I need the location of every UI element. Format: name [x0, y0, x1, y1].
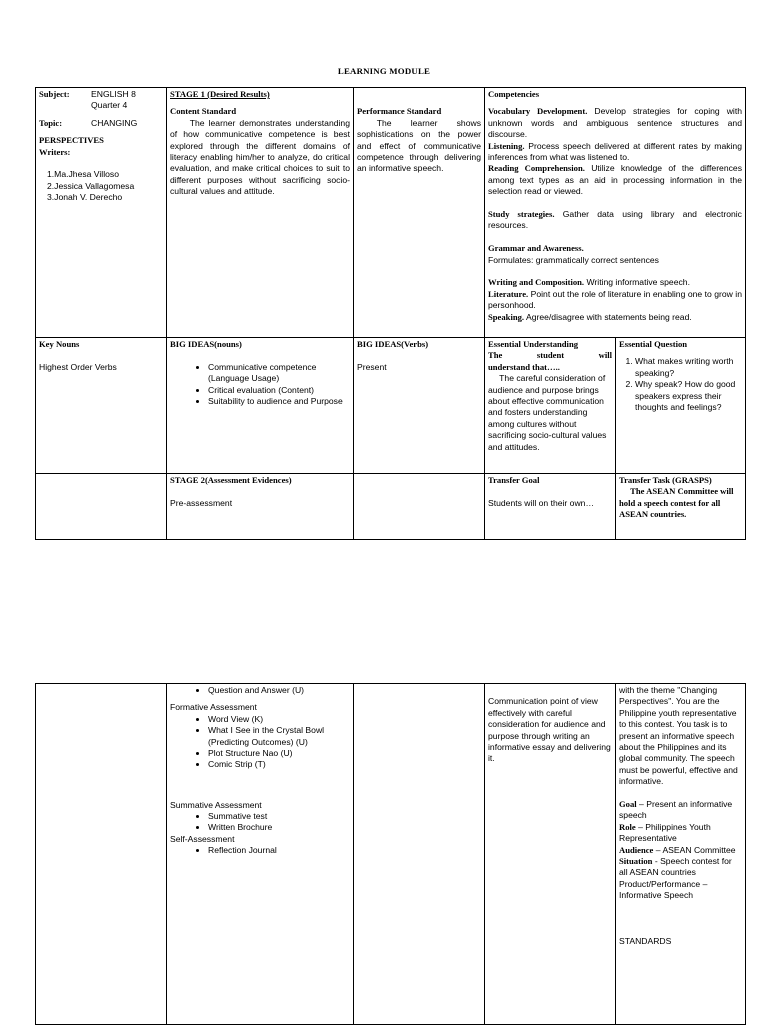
table-row-header — [36, 88, 746, 338]
key-nouns-text: Highest Order Verbs — [39, 361, 117, 372]
list-item: • Summative test — [208, 811, 350, 822]
self-assessment-list — [170, 845, 350, 856]
stage2-title: STAGE 2(Assessment Evidences) — [170, 475, 292, 485]
essential-understanding-cell — [485, 338, 616, 474]
big-ideas-verbs-text: Present — [357, 361, 387, 372]
big-ideas-nouns-cell — [167, 338, 354, 474]
content-standard-cell — [167, 88, 354, 338]
stage1-title: STAGE 1 (Desired Results) — [170, 89, 270, 99]
transfer-task-text: The ASEAN Committee will hold a speech contest for all ASEAN countries. — [619, 486, 734, 520]
module-table-page2 — [35, 683, 746, 1025]
table-row-big-ideas — [36, 338, 746, 474]
competencies-title: Competencies — [488, 89, 540, 99]
big-ideas-verbs-cell — [354, 338, 485, 474]
writer-name: 2.Jessica Vallagomesa — [47, 180, 135, 191]
standards-label: STANDARDS — [619, 935, 672, 946]
topic-value: CHANGING — [91, 117, 138, 128]
topic-value-continued: PERSPECTIVES — [39, 135, 104, 146]
big-ideas-verbs-title: BIG IDEAS(Verbs) — [357, 339, 429, 349]
subject-line: ENGLISH 8 — [91, 89, 136, 99]
transfer-task-cell — [616, 474, 746, 540]
essential-question-list — [619, 356, 742, 413]
empty-cell — [36, 684, 167, 1025]
list-item: • Communicative competence (Language Usage) — [208, 362, 350, 385]
big-ideas-nouns-list — [170, 362, 350, 408]
list-item: • Reflection Journal — [208, 845, 350, 856]
writers-label: Writers: — [39, 146, 71, 157]
summative-title: Summative Assessment — [170, 799, 262, 810]
list-item: • Suitability to audience and Purpose — [208, 396, 350, 407]
empty-cell — [354, 684, 485, 1025]
list-item: • Critical evaluation (Content) — [208, 385, 350, 396]
transfer-goal-cell — [485, 474, 616, 540]
competency-item: Literature. Point out the role of literature in enabling one to grow in personhood. — [488, 288, 742, 311]
formative-list — [170, 714, 350, 771]
stage2-cell — [167, 474, 354, 540]
key-nouns-title: Key Nouns — [39, 339, 80, 349]
grasps-role: Role – Philippines Youth Representative — [619, 821, 711, 844]
grasps-text: with the theme "Changing Perspectives". You are the Philippine youth representative to this contest. You task is to present an informative speech about the Philippines and its global community. The speech must be powerful, effective and informative. — [619, 685, 738, 787]
writer-name: 3.Jonah V. Derecho — [47, 192, 123, 203]
competency-item: Speaking. Agree/disagree with statements being read. — [488, 311, 692, 322]
essential-question-title: Essential Question — [619, 339, 688, 349]
transfer-goal-continued-cell — [485, 684, 616, 1025]
subject-label: Subject: — [39, 89, 70, 99]
content-standard-text: The learner demonstrates understanding of how communicative competence is best explored through the different domains of literacy enabling him/her to analyze, do critical evaluation, and make critical choices to suit to different purposes without sacrificing socio-cultural values and attitude. — [170, 117, 350, 197]
list-item: • Comic Strip (T) — [208, 759, 350, 770]
transfer-goal-continued-text: Communication point of view effectively with careful consideration for audience and purpose through writing an informative essay and delivering it. — [488, 696, 611, 764]
topic-label: Topic: — [39, 117, 63, 128]
list-item: • Plot Structure Nao (U) — [208, 748, 350, 759]
competency-item: Listening. Process speech delivered at different rates by making inferences from what was listened to. — [488, 140, 742, 163]
list-item: • Question and Answer (U) — [208, 685, 350, 696]
essential-understanding-title: Essential Understanding — [488, 339, 579, 349]
essential-understanding-sub: understand that….. — [488, 361, 560, 372]
essential-understanding-text: The careful consideration of audience and purpose brings about effective communication and fosters understanding among cultures without sacrificing socio-cultural values and attitudes. — [488, 373, 607, 452]
performance-standard-text: The learner shows sophistications on the power and effect of communicative competence through delivering an informative speech. — [357, 117, 481, 174]
competency-item: Reading Comprehension. Utilize knowledge of the differences among text types as an aid in processing information in the selection read or viewed. — [488, 163, 742, 197]
performance-standard-cell — [354, 88, 485, 338]
competency-item: Writing and Composition. Writing informative speech. — [488, 277, 690, 288]
competency-item: Vocabulary Development. Develop strategies for coping with unknown words and ambiguous sentence structures and discourse. — [488, 106, 742, 140]
competency-item: Grammar and Awareness. — [488, 243, 584, 254]
big-ideas-nouns-title: BIG IDEAS(nouns) — [170, 339, 242, 349]
grasps-product: Product/Performance – Informative Speech — [619, 878, 708, 901]
module-table-page1 — [35, 87, 746, 540]
summative-list — [170, 811, 350, 834]
subject-cell — [36, 88, 167, 338]
competencies-cell — [485, 88, 746, 338]
pre-assessment-label: Pre-assessment — [170, 497, 233, 508]
competency-item: Study strategies. Gather data using library and electronic resources. — [488, 209, 742, 231]
key-nouns-cell — [36, 338, 167, 474]
grasps-situation: Situation - Speech contest for all ASEAN countries — [619, 856, 732, 878]
competency-item: Formulates: grammatically correct sentences — [488, 254, 659, 265]
content-standard-title: Content Standard — [170, 106, 237, 117]
empty-cell — [36, 474, 167, 540]
list-item: 2. Why speak? How do good speakers express their thoughts and feelings? — [635, 379, 742, 413]
grasps-goal: Goal – Present an informative speech — [619, 799, 733, 821]
performance-standard-title: Performance Standard — [357, 106, 442, 117]
grasps-cell — [616, 684, 746, 1025]
empty-cell — [354, 474, 485, 540]
list-item: 1. What makes writing worth speaking? — [635, 356, 742, 379]
subject-line: Quarter 4 — [91, 100, 128, 111]
pre-assessment-list — [170, 685, 350, 696]
grasps-audience: Audience – ASEAN Committee — [619, 844, 736, 855]
transfer-task-title: Transfer Task (GRASPS) — [619, 475, 712, 485]
self-assessment-title: Self-Assessment — [170, 833, 235, 844]
list-item: • Written Brochure — [208, 822, 350, 833]
formative-title: Formative Assessment — [170, 702, 257, 713]
transfer-goal-text: Students will on their own… — [488, 497, 595, 508]
essential-question-cell — [616, 338, 746, 474]
list-item: • Word View (K) — [208, 714, 350, 725]
table-row-stage2 — [36, 474, 746, 540]
list-item: • What I See in the Crystal Bowl (Predicting Outcomes) (U) — [208, 725, 350, 748]
table-row-continued — [36, 684, 746, 1025]
page-title: LEARNING MODULE — [337, 66, 431, 76]
writer-name: 1.Ma.Jhesa Villoso — [47, 169, 119, 180]
essential-understanding-sub: The student will — [488, 350, 612, 361]
assessment-cell — [167, 684, 354, 1025]
transfer-goal-title: Transfer Goal — [488, 475, 540, 485]
